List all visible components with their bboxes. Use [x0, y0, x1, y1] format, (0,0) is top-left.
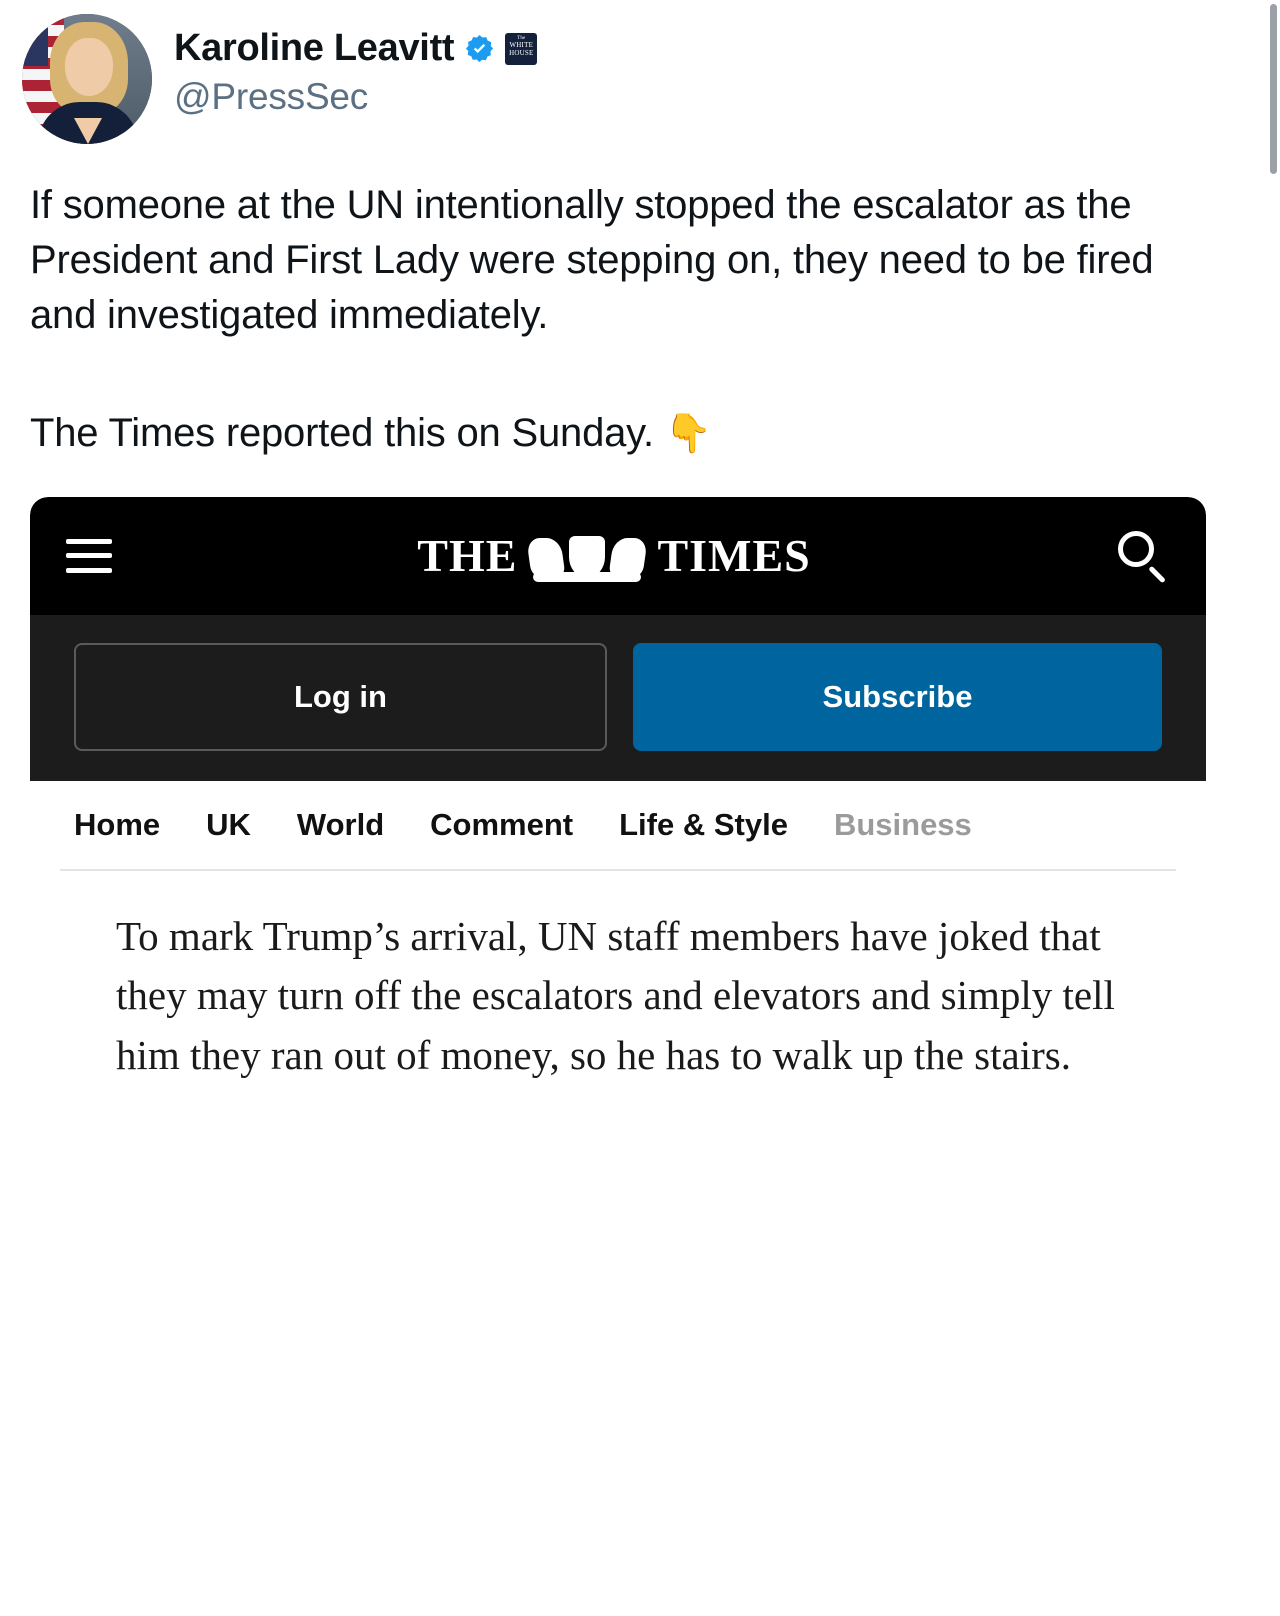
- account-handle[interactable]: @PressSec: [174, 75, 369, 117]
- subscribe-button[interactable]: Subscribe: [633, 643, 1162, 751]
- verified-badge-icon: [464, 33, 495, 64]
- menu-icon[interactable]: [66, 539, 112, 573]
- tweet-text: [0, 144, 1236, 461]
- nav-item-uk[interactable]: UK: [206, 806, 251, 842]
- article-excerpt: To mark Trump’s arrival, UN staff members have joked that they may turn off the escalators and elevators and simply tell him they ran out of money, so he has to walk up the stairs.: [116, 912, 1115, 1078]
- tweet-paragraph-2: [30, 406, 1206, 461]
- tweet-paragraph-2-text: The Times reported this on Sunday.: [30, 410, 654, 455]
- royal-crest-icon: [527, 530, 647, 582]
- embedded-article-card[interactable]: [30, 497, 1206, 1125]
- affiliation-line-2: WHITE: [509, 40, 534, 49]
- site-header: [30, 497, 1206, 615]
- avatar-face: [65, 38, 113, 96]
- scrollbar[interactable]: [1266, 0, 1280, 1616]
- nav-item-business[interactable]: Business: [833, 806, 972, 842]
- affiliation-line-3: HOUSE: [509, 48, 534, 57]
- nav-item-life-and-style[interactable]: Life & Style: [619, 806, 788, 842]
- nav-item-world[interactable]: World: [296, 806, 385, 842]
- login-button[interactable]: Log in: [74, 643, 607, 751]
- nav-item-home[interactable]: Home: [74, 806, 161, 842]
- tweet-paragraph-1: If someone at the UN intentionally stopped the escalator as the President and First Lady were stepping on, they need to be fired and investigated immediately.: [30, 183, 1154, 338]
- paragraph-spacer: [30, 344, 1206, 406]
- white-house-affiliation-badge[interactable]: [505, 33, 537, 65]
- name-row: [174, 28, 537, 70]
- display-name: Karoline Leavitt: [174, 27, 455, 69]
- affiliation-line-1: The: [517, 35, 526, 41]
- account-name-block: [174, 14, 537, 118]
- masthead-right-text: TIMES: [657, 530, 811, 582]
- scrollbar-thumb[interactable]: [1270, 4, 1277, 174]
- masthead-left-text: THE: [417, 530, 518, 582]
- flag-canton-icon: [22, 14, 48, 66]
- tweet-header: [0, 0, 1236, 144]
- site-nav: [30, 781, 1206, 869]
- avatar[interactable]: [22, 14, 152, 144]
- nav-item-comment[interactable]: Comment: [430, 806, 574, 842]
- the-times-logo[interactable]: [417, 529, 810, 582]
- account-actions: [30, 615, 1206, 781]
- pointing-down-emoji-icon: 👇: [664, 412, 712, 455]
- search-icon[interactable]: [1116, 529, 1170, 583]
